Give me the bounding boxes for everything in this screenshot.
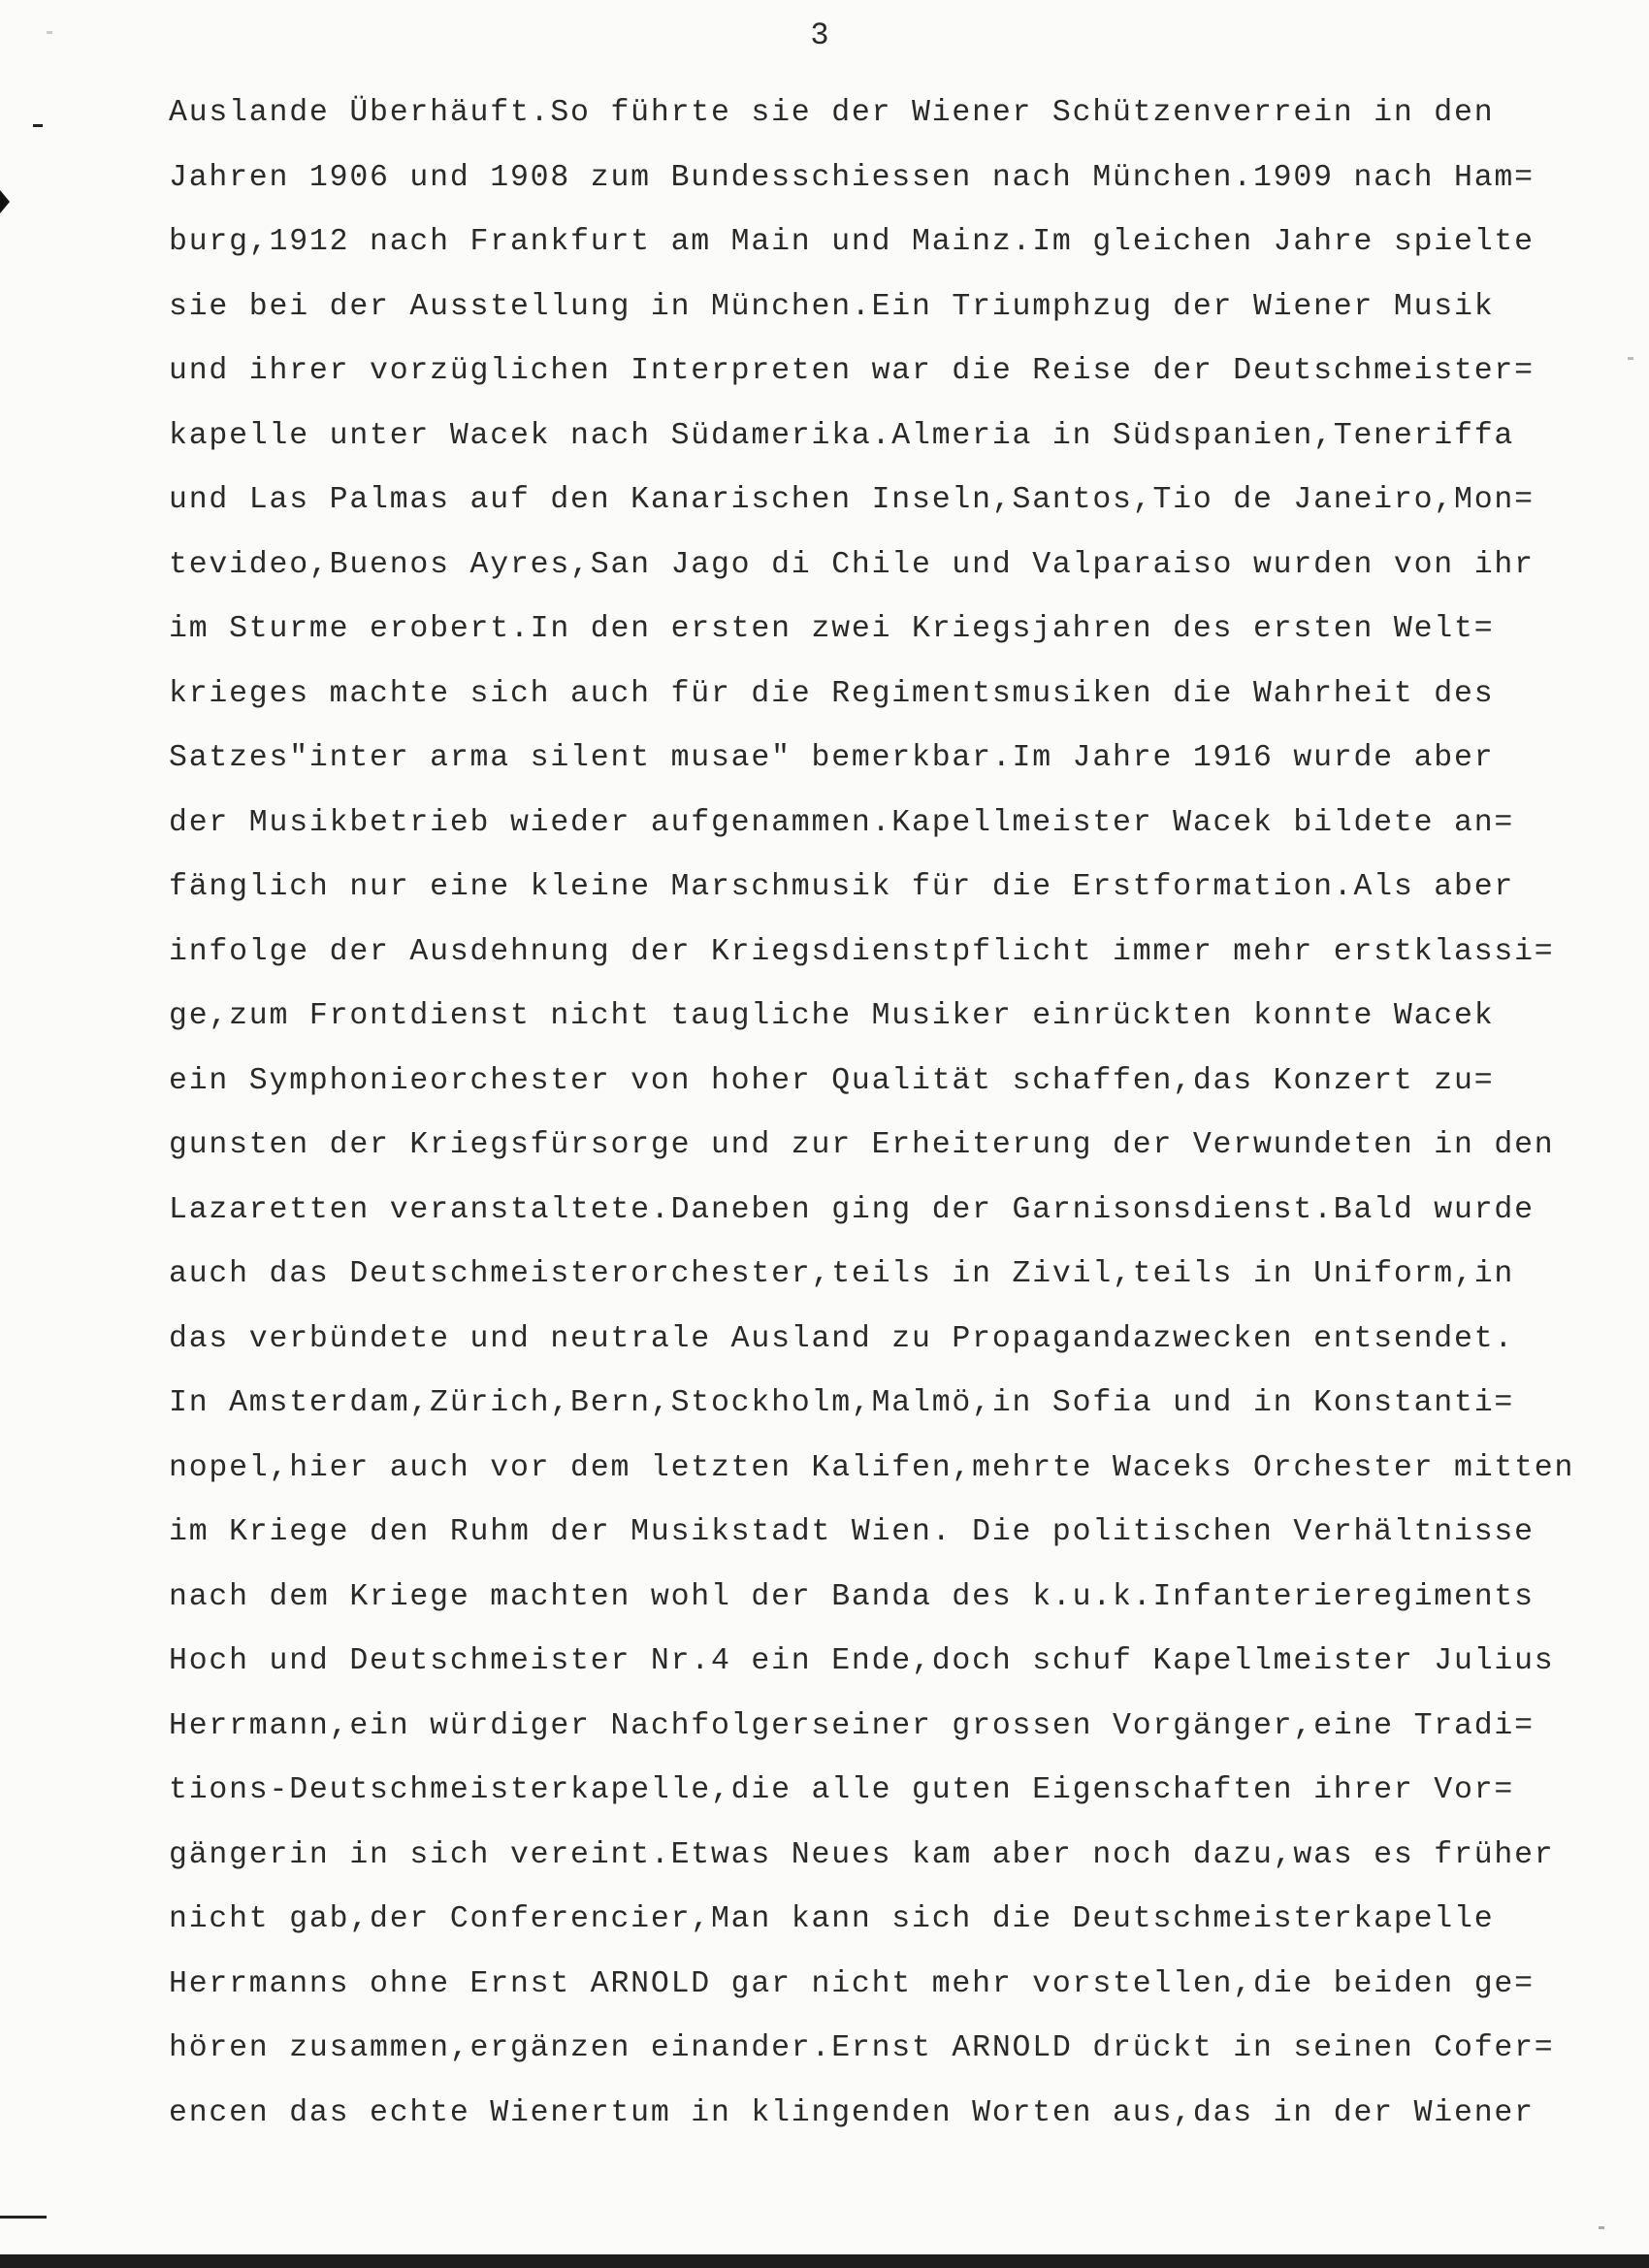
- bottom-margin-rule: [0, 2216, 47, 2219]
- text-line: ein Symphonieorchester von hoher Qualität schaffen,das Konzert zu=: [169, 1063, 1495, 1098]
- typescript-body: [169, 81, 1624, 2146]
- text-line: im Sturme erobert.In den ersten zwei Kriegsjahren des ersten Welt=: [169, 612, 1495, 646]
- text-line: das verbündete und neutrale Ausland zu Propagandazwecken entsendet.: [169, 1321, 1515, 1356]
- paper-speck: [1628, 357, 1633, 360]
- margin-dash-mark: [33, 124, 43, 127]
- text-line: hören zusammen,ergänzen einander.Ernst ARNOLD drückt in seinen Cofer=: [169, 2031, 1555, 2065]
- text-line: Satzes"inter arma silent musae" bemerkbar.Im Jahre 1916 wurde aber: [169, 741, 1495, 775]
- text-line: gängerin in sich vereint.Etwas Neues kam aber noch dazu,was es früher: [169, 1837, 1555, 1872]
- text-line: und Las Palmas auf den Kanarischen Inseln,Santos,Tio de Janeiro,Mon=: [169, 483, 1535, 517]
- text-line: Auslande Überhäuft.So führte sie der Wiener Schützenverrein in den: [169, 96, 1495, 130]
- text-line: encen das echte Wienertum in klingenden Worten aus,das in der Wiener: [169, 2095, 1535, 2130]
- text-line: auch das Deutschmeisterorchester,teils in Zivil,teils in Uniform,in: [169, 1257, 1515, 1291]
- text-line: tions-Deutschmeisterkapelle,die alle guten Eigenschaften ihrer Vor=: [169, 1773, 1515, 1807]
- text-line: Jahren 1906 und 1908 zum Bundesschiessen nach München.1909 nach Ham=: [169, 160, 1535, 195]
- text-line: Lazaretten veranstaltete.Daneben ging der Garnisonsdienst.Bald wurde: [169, 1192, 1535, 1227]
- text-line: nicht gab,der Conferencier,Man kann sich die Deutschmeisterkapelle: [169, 1902, 1495, 1936]
- text-line: tevideo,Buenos Ayres,San Jago di Chile und Valparaiso wurden von ihr: [169, 547, 1535, 582]
- text-line: im Kriege den Ruhm der Musikstadt Wien. Die politischen Verhältnisse: [169, 1515, 1535, 1549]
- text-line: infolge der Ausdehnung der Kriegsdienstpflicht immer mehr erstklassi=: [169, 934, 1555, 969]
- paper-speck: [47, 31, 52, 34]
- paper-speck: [1599, 2226, 1604, 2229]
- text-line: Hoch und Deutschmeister Nr.4 ein Ende,doch schuf Kapellmeister Julius: [169, 1644, 1555, 1678]
- text-line: kapelle unter Wacek nach Südamerika.Almeria in Südspanien,Teneriffa: [169, 418, 1515, 453]
- text-line: In Amsterdam,Zürich,Bern,Stockholm,Malmö,in Sofia und in Konstanti=: [169, 1386, 1515, 1420]
- scan-edge-band: [0, 2254, 1649, 2268]
- text-line: Herrmann,ein würdiger Nachfolgerseiner grossen Vorgänger,eine Tradi=: [169, 1708, 1535, 1743]
- text-line: fänglich nur eine kleine Marschmusik für die Erstformation.Als aber: [169, 870, 1515, 904]
- text-line: ge,zum Frontdienst nicht taugliche Musiker einrückten konnte Wacek: [169, 999, 1495, 1033]
- text-line: krieges machte sich auch für die Regimentsmusiken die Wahrheit des: [169, 676, 1495, 711]
- text-line: burg,1912 nach Frankfurt am Main und Mainz.Im gleichen Jahre spielte: [169, 225, 1535, 259]
- text-line: und ihrer vorzüglichen Interpreten war die Reise der Deutschmeister=: [169, 354, 1535, 388]
- text-line: Herrmanns ohne Ernst ARNOLD gar nicht mehr vorstellen,die beiden ge=: [169, 1966, 1535, 2001]
- text-line: nach dem Kriege machten wohl der Banda des k.u.k.Infanterieregiments: [169, 1579, 1535, 1614]
- page-number: 3: [810, 17, 829, 53]
- text-line: sie bei der Ausstellung in München.Ein Triumphzug der Wiener Musik: [169, 289, 1495, 324]
- text-line: nopel,hier auch vor dem letzten Kalifen,mehrte Waceks Orchester mitten: [169, 1450, 1575, 1485]
- text-line: der Musikbetrieb wieder aufgenammen.Kapellmeister Wacek bildete an=: [169, 805, 1515, 840]
- text-line: gunsten der Kriegsfürsorge und zur Erheiterung der Verwundeten in den: [169, 1128, 1555, 1162]
- binder-hole-mark: [0, 190, 10, 213]
